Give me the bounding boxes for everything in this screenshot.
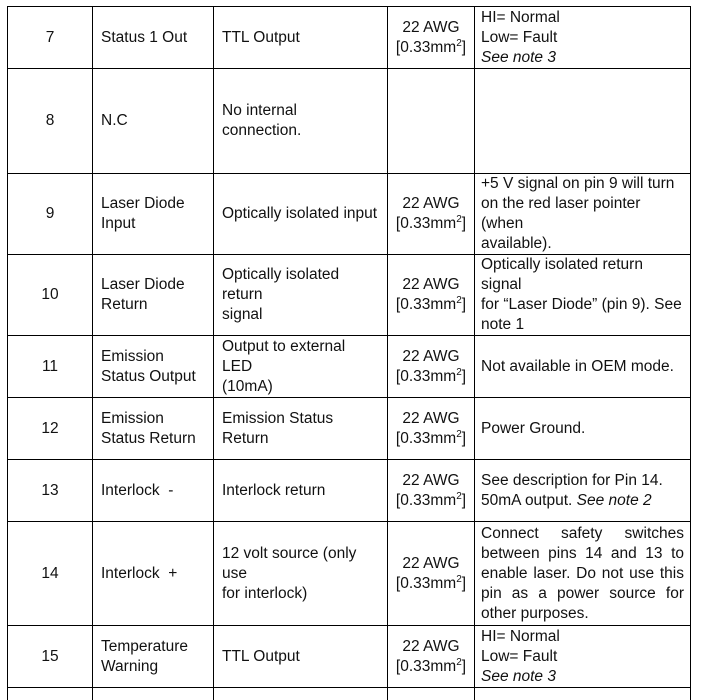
pin-number: 11 (8, 336, 93, 398)
pin-notes: See description for Pin 14. 50mA output. See note 2 (475, 460, 691, 522)
wire-gauge: 22 AWG $[0.33mm^2]$ (388, 522, 475, 626)
wire-gauge (388, 69, 475, 174)
cell-empty (388, 688, 475, 700)
signal-description: TTL Output (214, 626, 388, 688)
table-row (8, 255, 691, 336)
signal-name: Emission Status Return (93, 398, 214, 460)
table-row (8, 460, 691, 522)
wire-gauge: 22 AWG $[0.33mm^2]$ (388, 398, 475, 460)
pin-notes: Optically isolated return signal for “Laser Diode” (pin 9). See note 1 (475, 255, 691, 336)
pin-number: 13 (8, 460, 93, 522)
signal-name: Interlock - (93, 460, 214, 522)
table-row (8, 69, 691, 174)
signal-name: Interlock + (93, 522, 214, 626)
pin-notes: Power Ground. (475, 398, 691, 460)
signal-description: Optically isolated input (214, 174, 388, 255)
wire-gauge: 22 AWG $[0.33mm^2]$ (388, 626, 475, 688)
pin-notes: HI= Normal Low= Fault See note 3 (475, 7, 691, 69)
pin-notes: +5 V signal on pin 9 will turn on the red laser pointer (when available). (475, 174, 691, 255)
pin-number: 8 (8, 69, 93, 174)
signal-description: Optically isolated return signal (214, 255, 388, 336)
pin-number: 9 (8, 174, 93, 255)
wire-gauge: 22 AWG $[0.33mm^2]$ (388, 336, 475, 398)
signal-description: 12 volt source (only use for interlock) (214, 522, 388, 626)
table-row (8, 174, 691, 255)
signal-description: Interlock return (214, 460, 388, 522)
signal-name: Temperature Warning (93, 626, 214, 688)
table-row (8, 336, 691, 398)
cell-empty (8, 688, 93, 700)
signal-description: No internal connection. (214, 69, 388, 174)
wire-gauge: 22 AWG $[0.33mm^2]$ (388, 174, 475, 255)
pin-number: 15 (8, 626, 93, 688)
signal-name: Emission Status Output (93, 336, 214, 398)
signal-name: N.C (93, 69, 214, 174)
cell-empty (214, 688, 388, 700)
pin-number: 10 (8, 255, 93, 336)
wire-gauge: 22 AWG $[0.33mm^2]$ (388, 7, 475, 69)
signal-name: Laser Diode Return (93, 255, 214, 336)
cell-empty (93, 688, 214, 700)
table-row (8, 398, 691, 460)
signal-name: Laser Diode Input (93, 174, 214, 255)
pin-number: 7 (8, 7, 93, 69)
signal-description: TTL Output (214, 7, 388, 69)
signal-description: Output to external LED (10mA) (214, 336, 388, 398)
wire-gauge: 22 AWG $[0.33mm^2]$ (388, 460, 475, 522)
table-row (8, 626, 691, 688)
pin-number: 14 (8, 522, 93, 626)
signal-description: Emission Status Return (214, 398, 388, 460)
pinout-table (7, 6, 691, 700)
signal-name: Status 1 Out (93, 7, 214, 69)
pin-notes (475, 69, 691, 174)
table-row (8, 7, 691, 69)
pin-notes: Connect safety switches between pins 14 and 13 to enable laser. Do not use this pin as a power source for other purposes. (475, 522, 691, 626)
table-row (8, 522, 691, 626)
table-row-partial (8, 688, 691, 700)
pin-number: 12 (8, 398, 93, 460)
pinout-table-body (8, 7, 691, 700)
wire-gauge: 22 AWG $[0.33mm^2]$ (388, 255, 475, 336)
pin-notes: HI= Normal Low= Fault See note 3 (475, 626, 691, 688)
cell-empty (475, 688, 691, 700)
pin-notes: Not available in OEM mode. (475, 336, 691, 398)
